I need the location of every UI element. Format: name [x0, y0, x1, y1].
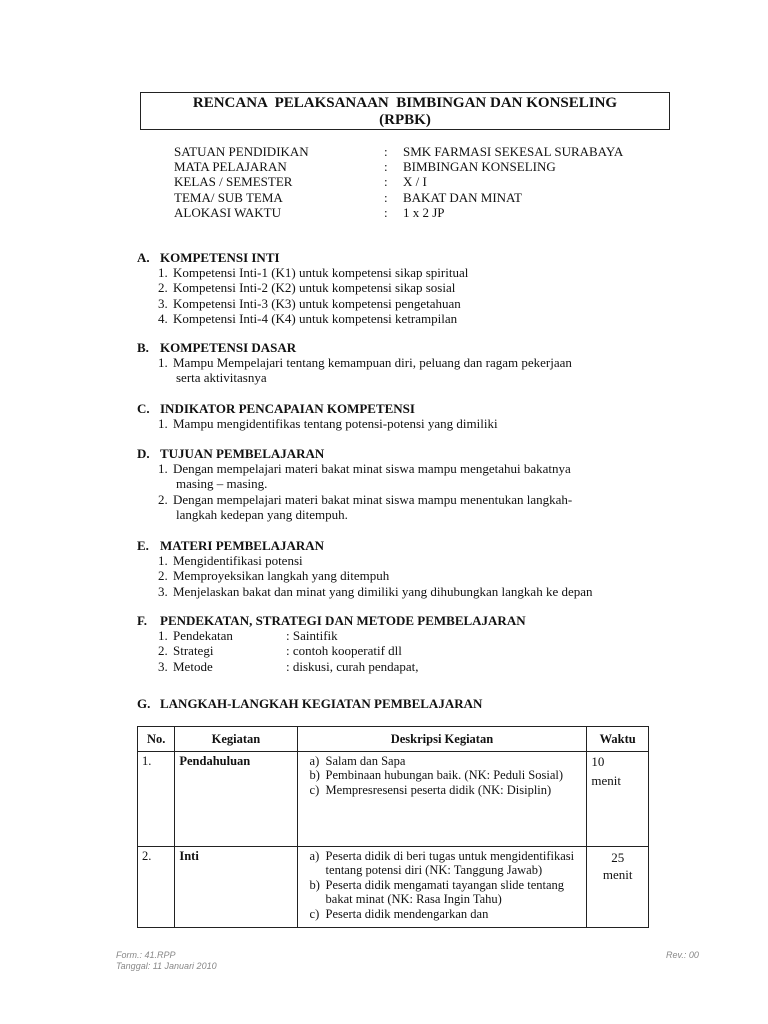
list-item	[302, 849, 583, 878]
list-item	[302, 783, 583, 797]
item-text-continuation: masing – masing.	[176, 476, 268, 492]
item-marker: a)	[309, 849, 320, 863]
item-marker: c)	[309, 906, 320, 921]
item-value: : contoh kooperatif dll	[286, 643, 402, 659]
item-text: Memproyeksikan langkah yang ditempuh	[173, 568, 390, 584]
item-number: 3.	[158, 658, 168, 674]
cell-no: 2.	[138, 847, 175, 928]
list-item	[137, 296, 677, 311]
identity-label: SATUAN PENDIDIKAN	[174, 144, 309, 159]
list-item	[137, 311, 677, 326]
cell-waktu	[587, 752, 649, 847]
item-number: 2.	[158, 643, 168, 659]
description-list	[302, 754, 583, 797]
section-pendekatan	[137, 613, 677, 674]
section-tujuan	[137, 446, 677, 522]
section-letter: F.	[137, 613, 147, 628]
section-kompetensi-inti	[137, 250, 677, 326]
identity-label: MATA PELAJARAN	[174, 159, 287, 175]
item-number: 2.	[158, 280, 168, 296]
waktu-value: 25	[611, 850, 625, 865]
section-title: LANGKAH-LANGKAH KEGIATAN PEMBELAJARAN	[160, 696, 483, 711]
cell-kegiatan: Inti	[175, 847, 297, 928]
list-item	[302, 907, 583, 921]
item-text-continuation: serta aktivitasnya	[176, 370, 267, 386]
footer-date: Tanggal: 11 Januari 2010	[116, 960, 217, 971]
section-heading	[137, 340, 677, 355]
item-text: Peserta didik di beri tugas untuk mengidentifikasi tentang potensi diri (NK: Tanggung Jawab)	[325, 849, 575, 878]
document-title: RENCANA PELAKSANAAN BIMBINGAN DAN KONSELING	[192, 95, 618, 111]
footer-revision: Rev.: 00	[666, 950, 699, 960]
header-kegiatan: Kegiatan	[175, 727, 297, 752]
item-text: Kompetensi Inti-1 (K1) untuk kompetensi sikap spiritual	[173, 265, 469, 281]
item-marker: b)	[309, 877, 320, 892]
item-text: Mengidentifikasi potensi	[173, 553, 303, 569]
list-item	[137, 265, 677, 280]
cell-deskripsi	[297, 752, 587, 847]
identity-value: BIMBINGAN KONSELING	[403, 159, 556, 175]
section-title: TUJUAN PEMBELAJARAN	[160, 446, 325, 461]
item-text: Menjelaskan bakat dan minat yang dimiliki yang dihubungkan langkah ke depan	[173, 583, 593, 599]
item-text: Mempresresensi peserta didik (NK: Disiplin)	[325, 782, 552, 797]
item-number: 1.	[158, 265, 168, 281]
section-letter: B.	[137, 340, 149, 355]
item-text: Mampu Mempelajari tentang kemampuan diri, peluang dan ragam pekerjaan	[173, 355, 572, 371]
item-text: Kompetensi Inti-2 (K2) untuk kompetensi sikap sosial	[173, 280, 456, 296]
item-number: 4.	[158, 310, 168, 326]
item-text: Peserta didik mendengarkan dan	[325, 906, 489, 921]
item-number: 1.	[158, 628, 168, 644]
section-indikator	[137, 401, 677, 431]
list-item	[302, 768, 583, 782]
list-item	[137, 628, 677, 643]
item-value: : Saintifik	[286, 628, 338, 644]
section-title: MATERI PEMBELAJARAN	[160, 538, 325, 553]
item-text: Mampu mengidentifikas tentang potensi-potensi yang dimiliki	[173, 416, 498, 432]
identity-value: SMK FARMASI SEKESAL SURABAYA	[403, 144, 624, 159]
list-item	[302, 878, 583, 907]
section-letter: C.	[137, 401, 150, 416]
item-text: Kompetensi Inti-3 (K3) untuk kompetensi pengetahuan	[173, 295, 461, 311]
item-text: Dengan mempelajari materi bakat minat siswa mampu mengetahui bakatnya	[173, 461, 571, 477]
section-title: PENDEKATAN, STRATEGI DAN METODE PEMBELAJARAN	[160, 613, 526, 628]
identity-label: KELAS / SEMESTER	[174, 174, 293, 190]
identity-separator: :	[384, 159, 388, 175]
section-title: KOMPETENSI DASAR	[160, 340, 297, 355]
list-item	[137, 416, 677, 431]
document-title-abbrev: (RPBK)	[379, 112, 431, 128]
item-label: Metode	[173, 658, 213, 674]
item-number: 2.	[158, 491, 168, 507]
section-letter: A.	[137, 250, 150, 265]
item-text: Salam dan Sapa	[325, 754, 406, 768]
header-no: No.	[138, 727, 175, 752]
section-heading	[137, 446, 677, 461]
list-item	[137, 280, 677, 295]
waktu-unit: menit	[591, 773, 621, 788]
list-item	[137, 568, 677, 583]
item-number: 1.	[158, 416, 168, 432]
item-marker: c)	[309, 782, 320, 797]
header-deskripsi: Deskripsi Kegiatan	[297, 727, 587, 752]
waktu-unit: menit	[602, 867, 633, 882]
section-heading	[137, 613, 677, 628]
section-materi	[137, 538, 677, 599]
section-letter: E.	[137, 538, 149, 553]
section-title: KOMPETENSI INTI	[160, 250, 280, 265]
section-letter: D.	[137, 446, 150, 461]
list-item	[137, 659, 677, 674]
item-label: Pendekatan	[173, 628, 233, 644]
cell-waktu	[587, 847, 649, 928]
item-number: 1.	[158, 553, 168, 569]
item-text: Kompetensi Inti-4 (K4) untuk kompetensi ketrampilan	[173, 310, 458, 326]
item-label: Strategi	[173, 643, 214, 659]
item-value: : diskusi, curah pendapat,	[286, 658, 419, 674]
item-text: Pembinaan hubungan baik. (NK: Peduli Sosial)	[325, 768, 564, 783]
list-item	[137, 553, 677, 568]
list-item	[137, 355, 677, 385]
identity-label: ALOKASI WAKTU	[174, 204, 282, 220]
identity-value: BAKAT DAN MINAT	[403, 189, 522, 205]
item-marker: b)	[309, 768, 320, 783]
table-header-row	[138, 727, 649, 752]
cell-no: 1.	[138, 752, 175, 847]
section-heading	[137, 250, 677, 265]
list-item	[137, 492, 677, 522]
list-item	[137, 584, 677, 599]
item-number: 1.	[158, 355, 168, 371]
cell-deskripsi	[297, 847, 587, 928]
activity-table	[137, 726, 649, 928]
item-text-continuation: langkah kedepan yang ditempuh.	[176, 506, 348, 522]
document-title-box	[140, 92, 670, 130]
waktu-value: 10	[591, 754, 605, 769]
item-text: Peserta didik mengamati tayangan slide tentang bakat minat (NK: Rasa Ingin Tahu)	[325, 877, 565, 907]
description-list	[302, 849, 583, 921]
section-title: INDIKATOR PENCAPAIAN KOMPETENSI	[160, 401, 415, 416]
section-letter: G.	[137, 696, 151, 711]
section-langkah	[137, 696, 677, 711]
table-row	[138, 752, 649, 847]
identity-separator: :	[384, 204, 388, 220]
item-number: 3.	[158, 295, 168, 311]
item-number: 2.	[158, 568, 168, 584]
section-heading	[137, 696, 677, 711]
header-waktu: Waktu	[587, 727, 649, 752]
identity-value: 1 x 2 JP	[403, 204, 445, 220]
identity-separator: :	[384, 174, 388, 190]
list-item	[137, 643, 677, 658]
identity-value: X / I	[403, 174, 427, 190]
item-number: 3.	[158, 583, 168, 599]
item-marker: a)	[309, 754, 320, 768]
section-heading	[137, 401, 677, 416]
footer-form-info	[116, 950, 217, 971]
list-item	[302, 754, 583, 768]
identity-separator: :	[384, 189, 388, 205]
list-item	[137, 461, 677, 491]
section-kompetensi-dasar	[137, 340, 677, 386]
identity-separator: :	[384, 144, 388, 159]
footer-form-number: Form.: 41.RPP	[116, 950, 176, 960]
item-text: Dengan mempelajari materi bakat minat siswa mampu menentukan langkah-	[173, 491, 573, 507]
identity-label: TEMA/ SUB TEMA	[174, 189, 283, 205]
cell-kegiatan: Pendahuluan	[175, 752, 297, 847]
section-heading	[137, 538, 677, 553]
table-row	[138, 847, 649, 928]
item-number: 1.	[158, 461, 168, 477]
